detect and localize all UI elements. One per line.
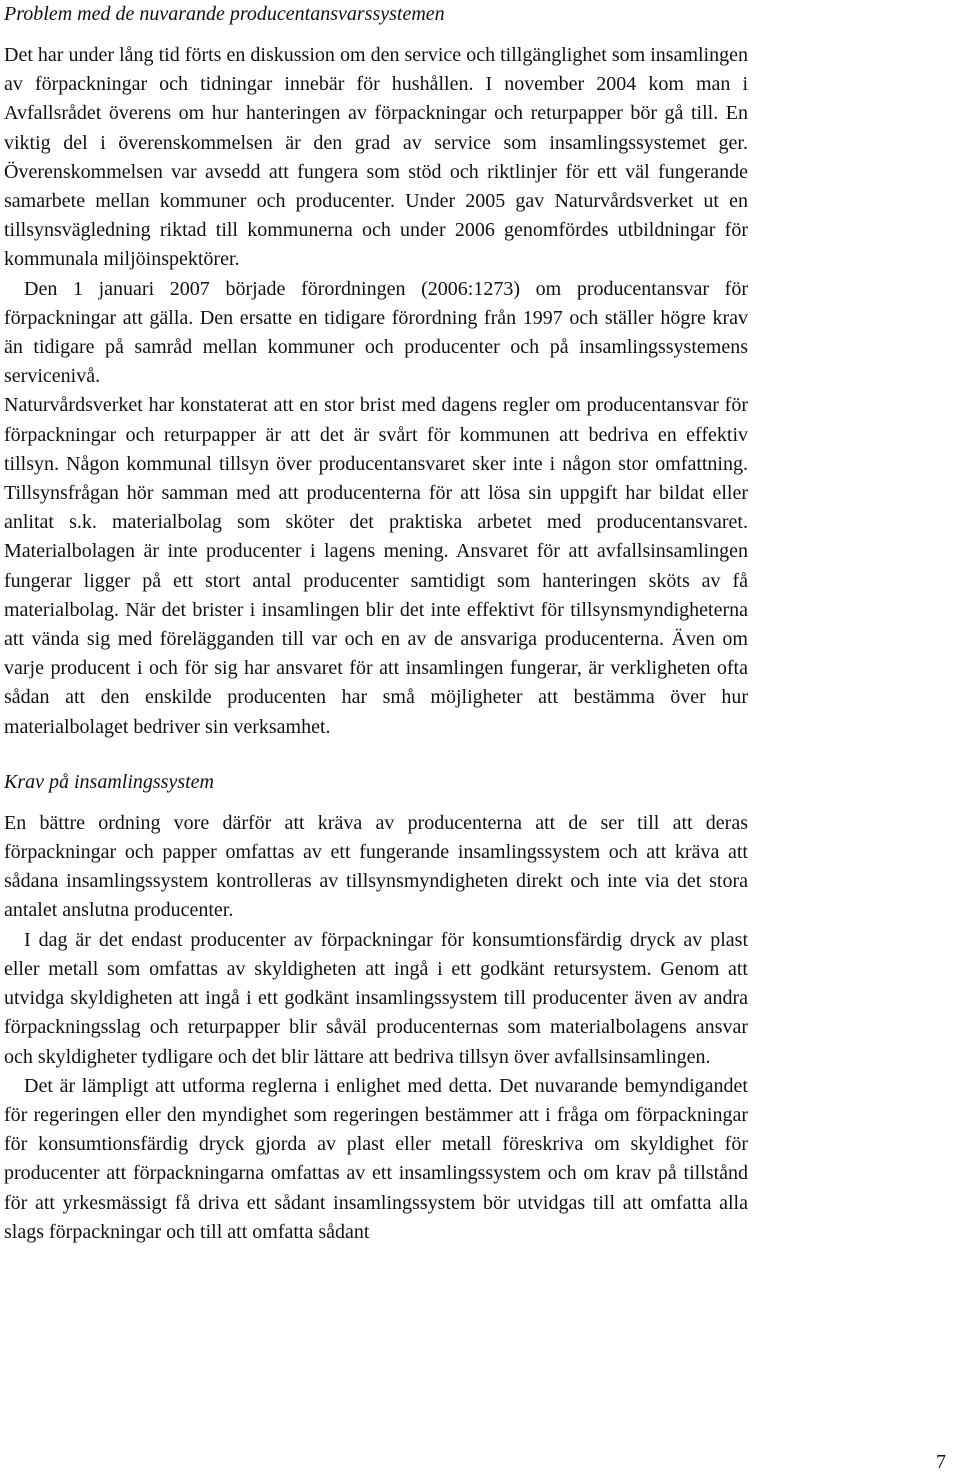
section-heading-requirements: Krav på insamlingssystem — [4, 770, 214, 793]
paragraph-return-system: I dag är det endast producenter av förpackningar för konsumtionsfärdig dryck av plast eller metall som omfattas av skyldigheten att ingå i ett godkänt retursystem. Genom att utvidga skyldigheten att ingå i ett godkänt insamlingssystem till producenter även av andra förpackningsslag och returpapper blir såväl producenternas som materialbolagens ansvar och skyldigheter tydligare och det blir lättare att bedriva tillsyn över avfallsinsamlingen. — [4, 928, 748, 1068]
paragraph-supervision-problem: Naturvårdsverket har konstaterat att en stor brist med dagens regler om producentansvar för förpackningar och returpapper är att det är svårt för kommunen att bedriva en effektiv tillsyn. Någon kommunal tillsyn över producentansvaret sker inte i någon stor omfattning. Tillsynsfrågan hör samman med att producenterna för att lösa sin uppgift har bildat eller anlitat s.k. materialbolag som sköter det praktiska arbetet med producentansvaret. Materialbolagen är inte producenter i lagens mening. Ansvaret för att avfallsinsamlingen fungerar ligger på ett stort antal producenter samtidigt som hanteringen sköts av få materialbolag. När det brister i insamlingen blir det inte effektivt för tillsynsmyndigheterna att vända sig med förelägganden till var och en av de ansvariga producenterna. Även om varje producent i och för sig har ansvaret för att insamlingen fungerar, är verkligheten ofta sådan att den enskilde producenten har små möjligheter att bestämma över hur materialbolaget bedriver sin verksamhet. — [4, 394, 748, 738]
paragraph-regulations: Det är lämpligt att utforma reglerna i enlighet med detta. Det nuvarande bemyndigandet för regeringen eller den myndighet som regeringen bestämmer att i fråga om förpackningar för konsumtionsfärdig dryck gjorda av plast eller metall föreskriva om skyldighet för producenter att förpackningarna omfattas av ett insamlingssystem och om krav på tillstånd för att yrkesmässigt få driva ett sådant insamlingssystem bör utvidgas till att omfatta alla slags förpackningar och till att omfatta sådant — [4, 1074, 748, 1243]
page-number: 7 — [936, 1451, 946, 1473]
document-page — [4, 0, 748, 1247]
paragraph-better-order: En bättre ordning vore därför att kräva av producenterna att de ser till att deras förpackningar och papper omfattas av ett fungerande insamlingssystem och att kräva att sådana insamlingssystem kontrolleras av tillsynsmyndigheten direkt och inte via det stora antalet anslutna producenter. — [4, 811, 748, 922]
paragraph-service-discussion: Det har under lång tid förts en diskussion om den service och tillgänglighet som insamlingen av förpackningar och tidningar innebär för hushållen. I november 2004 kom man i Avfallsrådet överens om hur hanteringen av förpackningar och returpapper bör gå till. En viktig del i överenskommelsen är den grad av service som insamlingssystemet ger. Överenskommelsen var avsedd att fungera som stöd och riktlinjer för ett väl fungerande samarbete mellan kommuner och producenter. Under 2005 gav Naturvårdsverket ut en tillsynsvägledning riktad till kommunerna och under 2006 genomfördes utbildningar för kommunala miljöinspektörer. — [4, 44, 748, 271]
paragraph-ordinance-2007: Den 1 januari 2007 började förordningen (2006:1273) om producentansvar för förpackningar att gälla. Den ersatte en tidigare förordning från 1997 och ställer högre krav än tidigare på samråd mellan kommuner och producenter och på insamlingssystemens servicenivå. — [4, 277, 748, 388]
section-heading-problem: Problem med de nuvarande producentansvarssystemen — [4, 3, 445, 25]
